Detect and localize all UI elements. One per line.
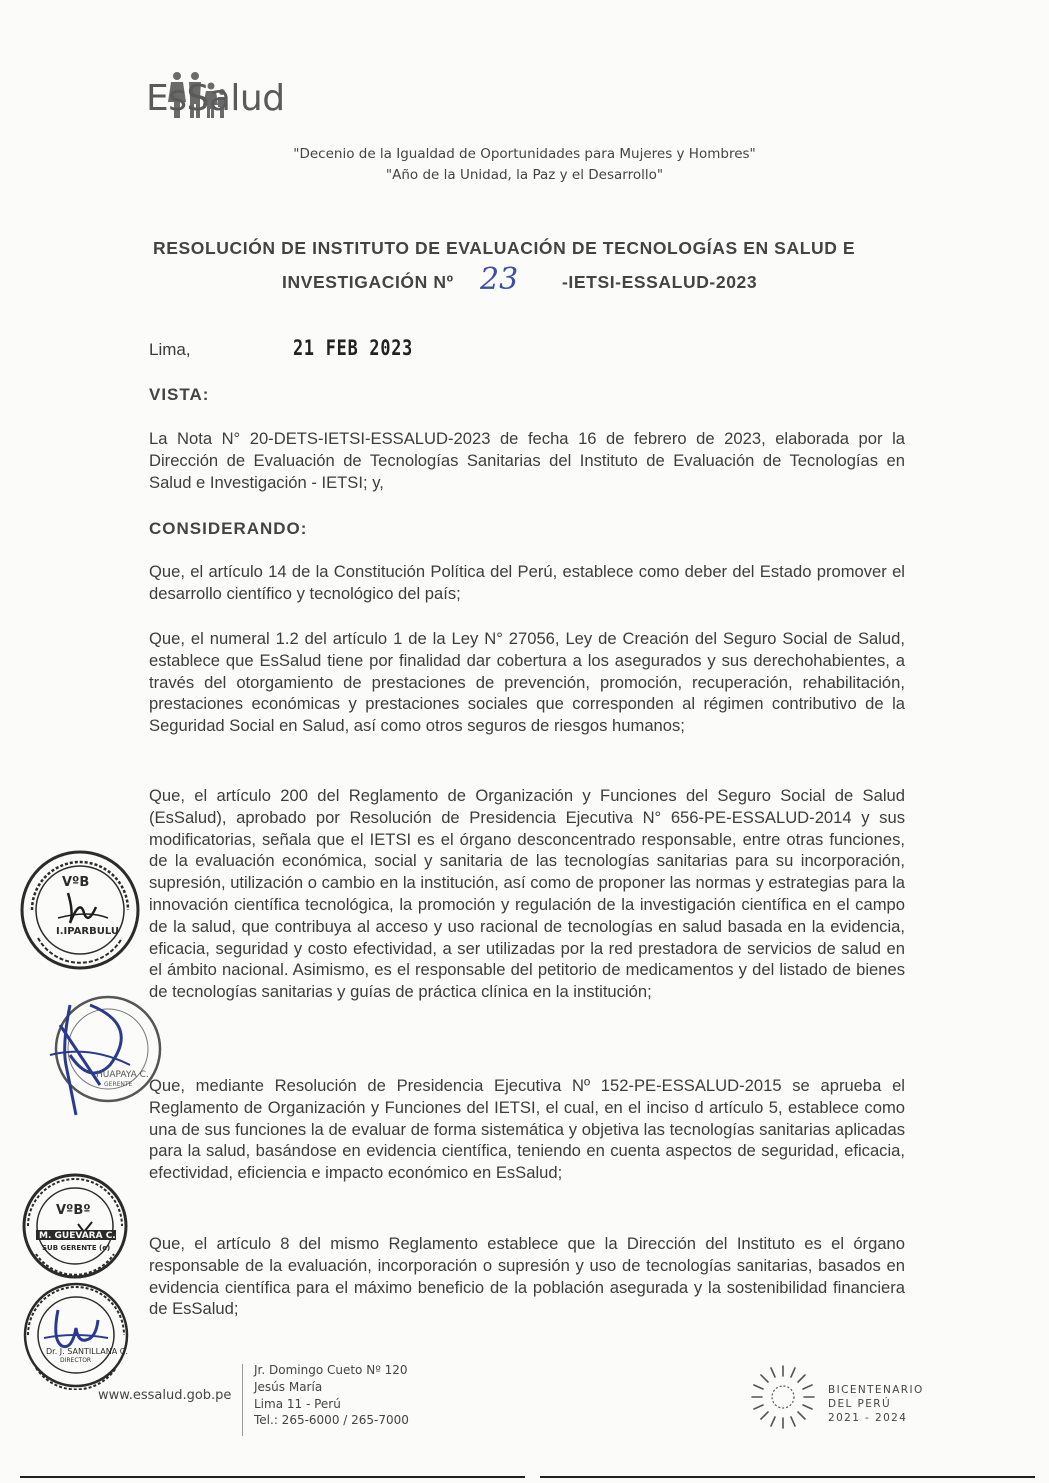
year-name-line: "Año de la Unidad, la Paz y el Desarrollo" [385,167,664,183]
address-line: Jesús María [254,1380,323,1394]
svg-text:GERENTE: GERENTE [104,1081,133,1088]
bicentenario-text: DEL PERÚ [828,1398,892,1410]
vista-paragraph: La Nota N° 20-DETS-IETSI-ESSALUD-2023 de fecha 16 de febrero de 2023, elaborada por la Dirección de Evaluación de Tecnologías Sanitarias del Instituto de Evaluación de Tecnologías en Salud e Investigación - IETSI; y, [149,429,905,492]
considerando-heading: CONSIDERANDO: [149,519,308,538]
bottom-rule [20,1476,525,1478]
essalud-logo-text: EsSalud [146,78,285,119]
footer-divider [242,1364,243,1436]
city-label: Lima, [149,340,191,359]
svg-text:Dr. J. SANTILLANA C.: Dr. J. SANTILLANA C. [46,1347,128,1356]
evaluation-direction-seal-stamp [30,985,170,1120]
svg-text:SUB GERENTE (e): SUB GERENTE (e) [42,1244,111,1252]
considerando-paragraph-5: Que, el artículo 8 del mismo Reglamento establece que la Dirección del Instituto es el órgano responsable de la evaluación, incorporación o supresión y uso de tecnologías sanitarias, basados en evidencia científica para el máximo beneficio de la población asegurada y la sostenibilidad financiera de EsSalud; [149,1234,905,1319]
bicentenario-text: BICENTENARIO [828,1384,924,1396]
svg-text:HUAPAYA C.: HUAPAYA C. [96,1070,149,1080]
address-line: Tel.: 265-6000 / 265-7000 [254,1413,409,1427]
svg-text:I.IPARBULU: I.IPARBULU [56,926,119,937]
address-line: Lima 11 - Perú [254,1397,341,1411]
considerando-paragraph-3: Que, el artículo 200 del Reglamento de Organización y Funciones del Seguro Social de Salud (EsSalud), aprobado por Resolución de Presidencia Ejecutiva N° 656-PE-ESSALUD-2014 y sus modificatorias, señala que el IETSI es el órgano desconcentrado responsable, entre otras funciones, de la evaluación económica, social y sanitaria de las tecnologías sanitarias para su incorporación, supresión, utilización o cambio en la institución, así como de proponer las normas y estrategias para la innovación científica tecnológica, la promoción y regulación de la investigación científica en el campo de la salud, que contribuya al acceso y uso racional de tecnologías en salud basada en la evidencia, eficacia, seguridad y costo efectividad, a ser utilizadas por la red prestadora de servicios de salud en el ámbito nacional. Asimismo, es el responsable del petitorio de medicamentos y del listado de bienes de tecnologías sanitarias y guías de práctica clínica en la institución; [149,786,905,1002]
institute-direction-seal-stamp [14,1280,138,1390]
svg-text:VºB: VºB [62,875,90,890]
pharmaceutical-subdirection-seal-stamp [14,1172,136,1280]
resolution-number-handwritten: 23 [480,262,519,297]
resolution-title-line1: RESOLUCIÓN DE INSTITUTO DE EVALUACIÓN DE TECNOLOGÍAS EN SALUD E [153,238,856,258]
decenio-line: "Decenio de la Igualdad de Oportunidades para Mujeres y Hombres" [293,146,756,162]
address-line: Jr. Domingo Cueto Nº 120 [254,1363,408,1377]
vista-heading: VISTA: [149,385,210,404]
legal-office-seal-stamp [18,848,142,972]
bicentenario-logo-icon [748,1362,818,1432]
considerando-paragraph-1: Que, el artículo 14 de la Constitución Política del Perú, establece como deber del Estado promover el desarrollo científico y tecnológico del país; [149,562,905,603]
website-link[interactable]: www.essalud.gob.pe [98,1388,232,1403]
bottom-rule [540,1476,1035,1478]
considerando-paragraph-4: Que, mediante Resolución de Presidencia Ejecutiva Nº 152-PE-ESSALUD-2015 se aprueba el Reglamento de Organización y Funciones del IETSI, el cual, en el inciso d artículo 5, establece como una de sus funciones la de evaluar de forma sistemática y objetiva las tecnologías sanitarias aplicadas para la salud, basándose en evidencia científica, teniendo en cuenta aspectos de seguridad, eficacia, efectividad, eficiencia e impacto económico en EsSalud; [149,1076,905,1183]
resolution-title-prefix: INVESTIGACIÓN Nº [282,272,454,292]
svg-text:DIRECTOR: DIRECTOR [60,1357,92,1364]
svg-text:VºBº: VºBº [56,1203,91,1218]
date-stamp: 21 FEB 2023 [293,336,414,360]
resolution-title-suffix: -IETSI-ESSALUD-2023 [562,272,758,292]
svg-text:M. GUEVARA C.: M. GUEVARA C. [39,1231,116,1241]
bicentenario-years: 2021 - 2024 [828,1412,908,1424]
considerando-paragraph-2: Que, el numeral 1.2 del artículo 1 de la Ley N° 27056, Ley de Creación del Seguro Social de Salud, establece que EsSalud tiene por finalidad dar cobertura a los asegurados y sus derechohabientes, a través del otorgamiento de prestaciones de prevención, promoción, recuperación, rehabilitación, prestaciones económicas y prestaciones sociales que corresponden al régimen contributivo de la Seguridad Social en Salud, así como otros seguros de riesgos humanos; [149,629,905,736]
